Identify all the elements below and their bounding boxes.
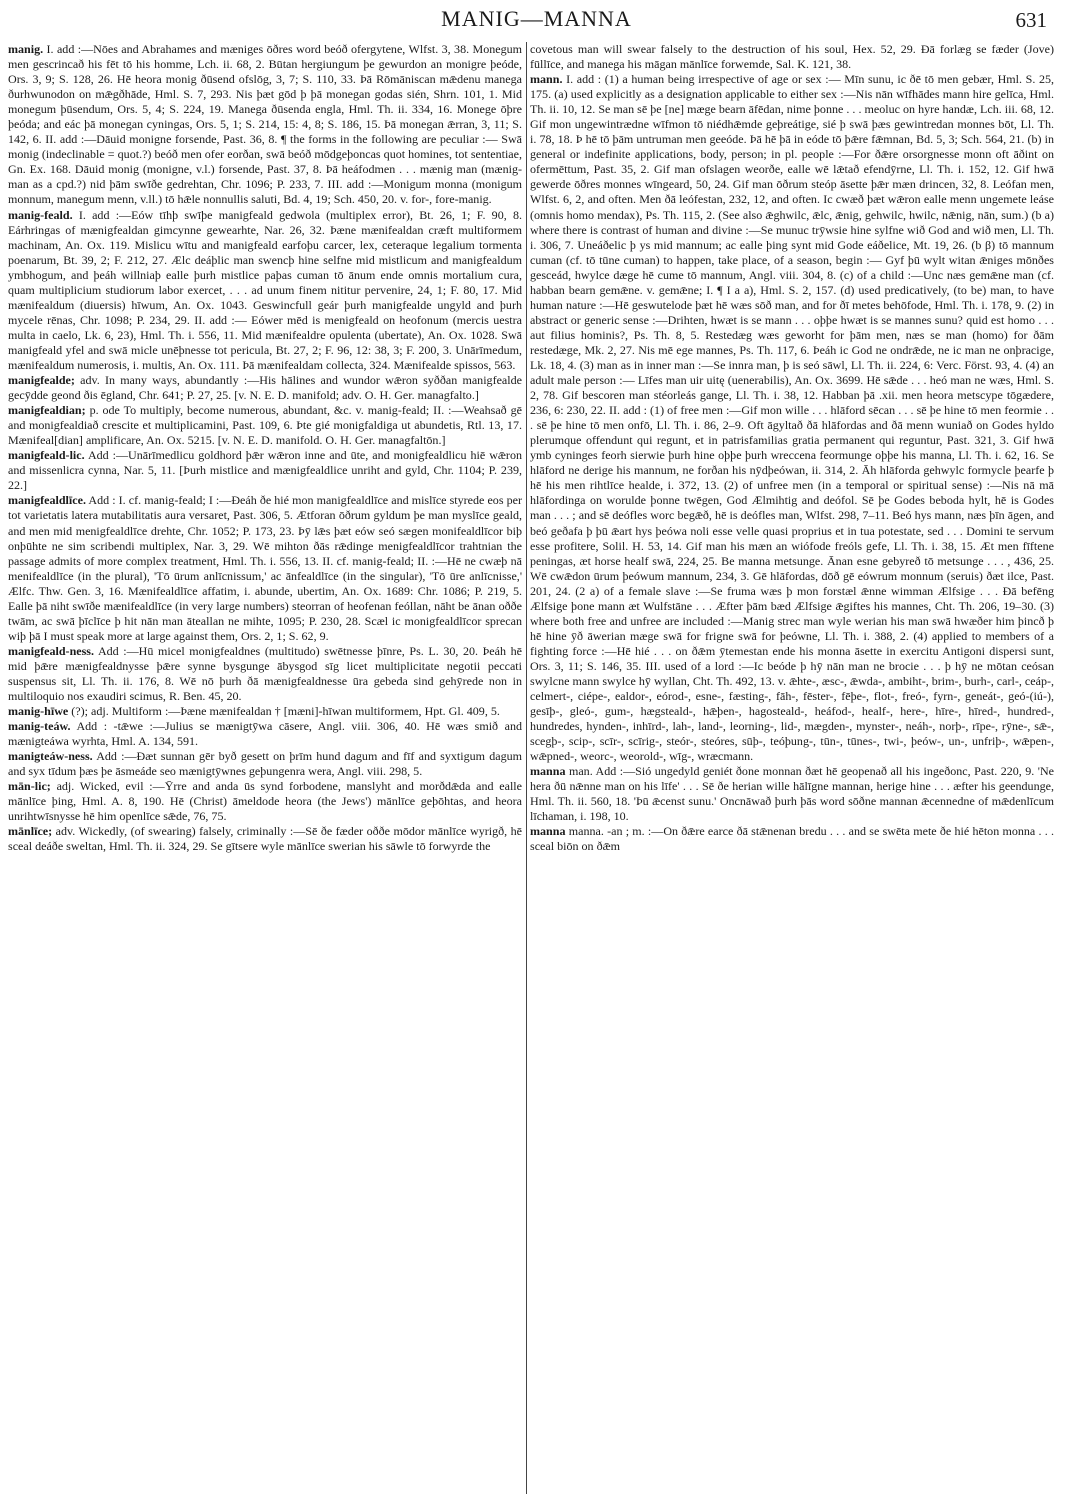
dictionary-entry (8, 448, 522, 493)
entry-headword: manig. (8, 42, 44, 56)
entry-headword: manig-hīwe (8, 704, 69, 719)
dictionary-entry (8, 824, 522, 854)
entry-headword: manigfealde; (8, 373, 75, 388)
entry-headword: mann. (530, 72, 563, 87)
entry-headword: manig-teáw. (8, 719, 71, 734)
entry-text: adv. In many ways, abundantly :—His hālines and wundor wǣron syððan manigfealde gecȳdde geond ðis ēgland, Chr. 641; P. 27, 25. [v. N. E. D. manifold; adv. O. H. Ger. managfalto.] (8, 373, 522, 403)
entry-text: (?); adj. Multiform :—Þæne mænifealdan † [mæni]-hīwan multiformem, Hpt. Gl. 409, 5. (71, 704, 500, 719)
entry-text: covetous man will swear falsely to the destruction of his soul, Hex. 52, 29. Ðā forlæg se fæder (Jove) fūllīce, and manega his māgan mānlīce forwemde, Sal. K. 121, 38. (530, 42, 1054, 72)
left-column (8, 42, 522, 1494)
dictionary-entry (8, 373, 522, 403)
dictionary-entry (8, 644, 522, 704)
dictionary-entry (530, 42, 1054, 72)
dictionary-entry (8, 493, 522, 643)
entry-text: I. add : (1) a human being irrespective of age or sex :— Mīn sunu, ic ðē tō men gebær, Hml. S. 25, 175. (a) used explicitly as a designation applicable to either sex :—Nis nān wīfhādes mann hire gelīca, Hml. Th. ii. 10, 12. Se man sē þe [ne] mæge bearn āfēdan, nime þonne . . . meoluc on hyre handæ, Lch. iii. 68, 12. Gif mon ungewintrædne wīfmon tō niédhǣmde geþreátige, sié þ swā þæs gewintredan monnes bōt, Ll. Th. i. 78, 18. Þ hē tō þām untruman men geeóde. Þā hē þā in eóde tō þǣre fǣmnan, Bd. 5, 3; Sch. 564, 21. (b) in general or indefinite applications, body, person; in pl. people :—For ðǣre orsorgnesse monn oft āðint on ofermēttum, Past. 35, 2. Gif man ofslagen weorðe, ealle wē lǣtað efendȳrne, Ll. Th. i. 152, 12. Gif hwā gewerde ōðres monnes wīngeard, 50, 24. Gif man ōðrum steóp āsette þǣr mæn drincen, 32, 8. Leófan men, Wlfst. 6, 2, and often. Men ðā leófestan, 232, 12, and often. Ic cwæð þæt wǣron ealle menn ungemete leáse (omnis homo mendax), Ps. Th. 115, 2. (See also ǣghwilc, ǣlc, ǣnig, gehwilc, hwilc, nǣnig, nān, sum.) (b a) where there is contrast of human and divine :—Se munuc trȳwsie hine sylfne wið God and wið men, Ll. Th. i. 306, 7. Uneáðelic þ ys mid mannum; ac ealle þing synt mid Gode eáðelice, Mt. 19, 26. (b β) tō mannum cuman (cf. tō tūne cuman) to happen, take place, of a season, begin :— Gyf þū wylt witan ǣniges mōnðes gesceád, hwylce dæge hē cume tō mannum, Angl. viii. 304, 8. (c) of a child :—Unc næs gemǣne man (cf. habban bearn gemǣne. v. gemǣne; I. ¶ I a a), Hml. S. 2, 157. (d) used predicatively, (to be) man, to have human nature :—Hē geswutelode þæt hē wæs sōð man, and for ðī metes behōfode, Hml. Th. i. 178, 9. (2) in abstract or generic sense :—Drihten, hwæt is se mann . . . oþþe hwæt is se mannes sunu? quid est homo . . . aut filius hominis?, Ps. Th. 8, 5. Restedæg wæs geworht for þām men, næs se man (homo) for ðām restedæge, Mk. 2, 27. Nis mē ege mannes, Ps. Th. 117, 6. Þeáh ic God ne ondrǣde, ne ic man ne onþracige, Lk. 18, 4. (3) man as in inner man :—Se innra man, þ is seó sāwl, Ll. Th. ii. 224, 6: Verc. Först. 93, 4. (4) an adult male person :— Līfes man uir uitę (uenerabilis), An. Ox. 3699. Hē sǣde . . . heó man ne wæs, Hml. S. 2, 78. Gif bescoren man stéorleás gange, Ll. Th. i. 38, 12. Habban þā .xii. men heora metscype tōgædere, 236, 6: 230, 22. II. add : (1) of free men :—Gif mon wille . . . hlāford sēcan . . . sē þe hine tō men feormie . . . sē þe hine tō men onfō, Ll. Th. i. 86, 2–9. Oft āgyltað ðā hlāfordas and ðā menn wuniað on Godes hyldo plerumque offendunt qui regunt, et in patrisfamilias gratia permanent qui reguntur, Past. 321, 3. Gif hwā ymb cyninges feorh sierwie þurh hine oþþe þurh wreccena feormunge oþþe his manna, Ll. Th. i. 62, 16. Se hlāford ne derige his mannum, ne forðan his nȳdþeówan, ii. 314, 2. Āh hlāforda gehwylc formycle þearfe þ hē his men rihtlīce healde, i. 372, 13. (2) of unfree men (in a temporal or spiritual sense) :—Nis nā mā hlāfordinga on worulde þonne twēgen, God Ælmihtig and deófol. Sē þe Godes beboda hylt, hē is Godes man . . . ; and sē deófles worc begǣð, hē is deófles man, Wlfst. 298, 7–11. Beó hys mann, næs þīn āgen, and beó geðafa þ þū ǣart hys þeówa noli esse velle quasi proprius et in tua potestate, sed . . . Domini te servum esse profitere, Solil. H. 53, 14. Gif man his mæn an wiófode freóls gefe, Ll. Th. i. 38, 15. Æt men fīftene peningas, æt horse healf swā, 224, 25. Be manna metsunge. Ānan esne gebyreð tō metsunge . . . , 436, 25. Wē cwǣdon ūrum þeówum mannum, 234, 3. Gē hlāfordas, dōð gē eówrum monnum (seruis) ðæt ilce, Past. 201, 24. (2 a) of a female slave :—Se fruma wæs þ mon forstæl ǣnne wimman Ælfsige . . . Ðā befēng Ælfsige þone mann æt Wulfstāne . . . Æfter þām bæd Ælfsige ǣgiftes his mannes, Cht. Th. 206, 19–30. (3) where both free and unfree are included :—Manig strec man wyle werian his man swā hwæðer him þincð þ hē hine ȳð āwerian mæge swā for frigne swā for þeówne, Ll. Th. i. 388, 2. (4) applied to members of a fighting force :—Hē hié . . . on ðǣm ȳtemestan ende his monna āsette in exercitu Antigoni dispersi sunt, Ors. 3, 11; S. 146, 35. III. used of a lord :—Ic beóde þ hȳ nān man ne brocie . . . þ hȳ ne mōtan ceósan swylcne mann swylce hȳ wyllan, Cht. Th. 492, 13. v. ǣhte-, æsc-, ǣwda-, ambiht-, brim-, burh-, carl-, ceáp-, celmert-, ciépe-, ealdor-, eórod-, esne-, fæsting-, fāh-, fēster-, fēþe-, flot-, freó-, fyrn-, geneát-, geó-(iú-), gesīþ-, gleó-, gum-, hægsteald-, hǣþen-, hagosteald-, heáfod-, healf-, here-, hīre-, hīred-, hundred-, hundredes, hynden-, inhīrd-, lah-, land-, leorning-, lid-, mægden-, mynster-, neáh-, norþ-, rīpe-, rȳne-, sǣ-, scegþ-, scip-, scīr-, scīrig-, steór-, steóres, sūþ-, teóþung-, tūn-, tūnes-, twi-, þeów-, un-, unfriþ-, wǣpen-, wǣpned-, weorc-, weorold-, wīg-, wræcmann. (530, 72, 1054, 764)
dictionary-columns (8, 42, 1065, 1494)
entry-headword: mān-lic; (8, 779, 51, 794)
page-header (0, 6, 1073, 36)
entry-headword: manigfeald-ness. (8, 643, 95, 658)
dictionary-entry (8, 749, 522, 779)
entry-text: man. Add :—Sió ungedyld geniét ðone monnan ðæt hē geopenað all his ingeðonc, Past. 220, 9. 'Ne hera ðū nǣnne man on his līfe' . . . Sē ðe herian wille hālīgne mannan, herige hine . . . æfter his geendunge, Hml. Th. ii. 560, 18. 'Þū ǣcenst sunu.' Oncnāwað þurh þās word sōðne mannan ǣcennedne of mǣdenlīcum līchaman, i. 198, 10. (530, 764, 1054, 824)
entry-headword: manigteáw-ness. (8, 749, 93, 764)
entry-headword: manigfeald-lic. (8, 448, 85, 463)
dictionary-entry (530, 72, 1054, 764)
entry-text: adv. Wickedly, (of swearing) falsely, criminally :—Sē ðe fæder oððe mōdor mānlīce wyrigð, hē sceal deáðe sweltan, Hml. Th. ii. 324, 29. Se gītsere wyle mānlīce swerian his sāwle tō forwyrde the (8, 824, 522, 854)
entry-headword: manig-feald. (8, 207, 73, 222)
column-divider (526, 42, 527, 1494)
entry-text: adj. Wicked, evil :—Ȳrre and anda ūs synd forbodene, manslyht and morðdǣda and ealle mānlīce þing, Hml. A. 8, 190. Hē (Christ) āmeldode heora (the Jews') mānlīce geþōhtas, and heora unrihtwīsnysse hē him openlīce sǣde, 76, 75. (8, 779, 522, 824)
entry-text: Add :—Unārīmedlicu goldhord þǣr wǣron inne and ūte, and monigfealdlicu hiē wǣron and missenlicra cynna, Nar. 5, 11. [Þurh mistlice and mænigfealdlice unriht and gyld, Chr. 1104; P. 239, 22.] (8, 448, 522, 493)
dictionary-entry (8, 403, 522, 448)
entry-text: p. ode To multiply, become numerous, abundant, &c. v. manig-feald; II. :—Weahsað gē and monigfealdiað crescite et multiplicamini, Past. 109, 6. Þte gié monigfaldiga ut abundetis, Rtl. 13, 17. Mænifeal[dian] amplificare, An. Ox. 5215. [v. N. E. D. manifold. O. H. Ger. managfaltōn.] (8, 403, 522, 448)
entry-headword: mānlīce; (8, 824, 53, 839)
entry-text: Add :—Hū micel monigfealdnes (multitudo) swētnesse þīnre, Ps. L. 30, 20. Þeáh hē mid þǣre mænigfealdnysse þǣre synne bysgunge ābysgod sīg licet multiplicitate negotii peccati suspensus sit, Ll. Th. ii. 176, 8. Wē nō þurh ðā mænigfealdnesse ūra gebeda sind gehȳrede non in multiloquio nos exaudiri scimus, R. Ben. 45, 20. (8, 643, 522, 704)
entry-text: manna. -an ; m. :—On ðǣre earce ðā stǣnenan bredu . . . and se swēta mete ðe hié hēton monna . . . sceal biōn on ðǣm (530, 824, 1054, 854)
entry-headword: manna (530, 764, 566, 779)
dictionary-entry (8, 208, 522, 374)
entry-headword: manna (530, 824, 566, 839)
entry-text: I. add :—Nōes and Abrahames and mæniges ōðres word beóð ofergytene, Wlfst. 3, 38. Monegum men gescrincað his fēt tō his homme, Lch. ii. 68, 2. Būtan hergiungum þe gewurdon an monigre þeóde, Ors. 3, 9; S. 128, 26. Hē heora monig ðūsend ofslōg, 3, 7; S. 110, 33. Þā Rōmāniscan mǣdenu manega ðurhwunodon on mǣgðhāde, Hml. S. 7, 293. Nis þæt gōd þ þā monegan godas sién, Shrn. 101, 1. Mid monegum þūsendum, Ors. 5, 4; S. 224, 19. Manega ðūsenda engla, Hml. Th. ii. 334, 16. Monege ōþre þeóda; and eác þā monegan cyningas, Ors. 5, 1; S. 214, 15: 4, 8; S. 186, 15. Þā monegan ǣrran, 3, 11; S. 142, 6. II. add :—Dāuid monigne forsende, Past. 36, 8. ¶ the forms in the following are peculiar :— Swā monig (indeclinable = quot.?) beóð men ofer eorðan, swā beóð mōdgeþoncas quot homines, tot sententiae, Gn. Ex. 168. Dāuid monig (monigne, v.l.) forsende, Past. 37, 8. Þā heáfodmen . . . mænig man (mænig-man as a cpd.?) nid þām swīðe gedrehtan, Chr. 1096; P. 233, 7. III. add :—Monigum monna (monigum monnum, manegum menn, v.ll.) tō hǣle nonnullis saluti, Bd. 4, 19; Sch. 450, 20. v. for-, fore-manig. (8, 42, 522, 207)
dictionary-entry (8, 779, 522, 824)
running-head: MANIG—MANNA (441, 6, 632, 31)
right-column (530, 42, 1054, 1494)
dictionary-entry (530, 824, 1054, 854)
entry-text: Add : I. cf. manig-feald; I :—Ðeáh ðe hié mon manigfealdlīce and mislīce styrede eos per tot varietatis latera mutabilitatis aura versaret, Past. 306, 5. Ætforan ōðrum gyldum þe man myslīce geald, and men mid menigfealdlīce drehte, Chr. 1052; P. 173, 23. Þȳ lǣs þæt eów seó sægen monifealdlīcor biþ onþūhte ne sim scribendi multiplex, Nar. 3, 29. Wē mihton ðās rǣdinge menigfealdlīcor trahtnian the passage admits of more complex treatment, Hml. Th. i. 556, 13. II. cf. manig-feald; II. :—Hē ne cwæþ nā menifealdlīce (in the plural), 'Tō ūrum anlīcnissum,' ac ānfealdlīce (in the singular), 'Tō ūre anlīcnisse,' Ælfc. Thw. Gen. 3, 16. Mænifealdlīce affatim, i. abunde, ubertim, An. Ox. 1689: Chr. 1086; P. 219, 5. Ealle þā niht swīðe mænifealdlīce (in very large numbers) steorran of heofenan feóllan, nāht be ānan oððe twām, ac swā þīclīce þ hit nān man āteallan ne mihte, 1095; P. 230, 28. Scæl ic monigfealdlīcor sprecan wiþ þā I must speak more at large against them, Ors. 2, 1; S. 62, 9. (8, 493, 522, 643)
entry-text: Add : -tǣwe :—Julius se mænigtȳwa cāsere, Angl. viii. 306, 40. Hē wæs smið and mænigteáwa wyrhta, Hml. A. 134, 591. (8, 719, 522, 749)
page-number: 631 (1015, 8, 1047, 32)
entry-text: I. add :—Eów tīhþ swīþe manigfeald gedwola (multiplex error), Bt. 26, 1; F. 90, 8. Eárhringas of mænigfealdan gimcynne gewearhte, Nar. 26, 32. Þæne mænifealdan cræft multiformem machinam, An. Ox. 119. Mislicu wītu and manigfeald earfoþu carcer, lex, ceteraque legalium tormenta poenarum, Bt. 39, 2; F. 212, 27. Ælc deáþlic man swencþ hine selfne mid mistlicum and manigfealdum ymbhogum, and þeáh willniaþ ealle þurh mistlice paþas cuman tō ānum ende omnis mortalium cura, quam multiplicium studiorum labor exercet, . . . ad unum finem nititur pervenire, 24, 1; F. 80, 17. Mid mænifealdum (diuersis) hīwum, An. Ox. 1043. Geswincfull geár þurh manigfealde ungyld and þurh mycele rēnas, Chr. 1098; P. 234, 29. II. add :— Eówer mēd is menigfeald on heofonum (mercis uestra multa in caelo, Lk. 6, 23), Hml. Th. i. 556, 11. Mid mænifealdre opulenta (ubertate), An. Ox. 1028. Swā manigfeald yfel and swā micle unēþnesse tot pericula, Bt. 27, 2; F. 96, 12: 38, 3; F. 200, 3. Unārīmedum, mænifealdum numerosis, i. multis, An. Ox. 111. Þā mænifealdam collecta, 324. Mænifealde spissos, 563. (8, 207, 522, 372)
dictionary-entry (530, 764, 1054, 824)
entry-text: Add :—Ðæt sunnan gēr byð gesett on þrīm hund dagum and fīf and syxtigum dagum and syx tīdum þæs þe āsmeáde seo mænigtȳwnes geþungenra wera, Angl. viii. 298, 5. (8, 749, 522, 779)
dictionary-entry (8, 719, 522, 749)
dictionary-entry (8, 42, 522, 208)
entry-headword: manigfealdlīce. (8, 493, 86, 508)
dictionary-entry (8, 704, 522, 719)
entry-headword: manigfealdian; (8, 403, 86, 418)
